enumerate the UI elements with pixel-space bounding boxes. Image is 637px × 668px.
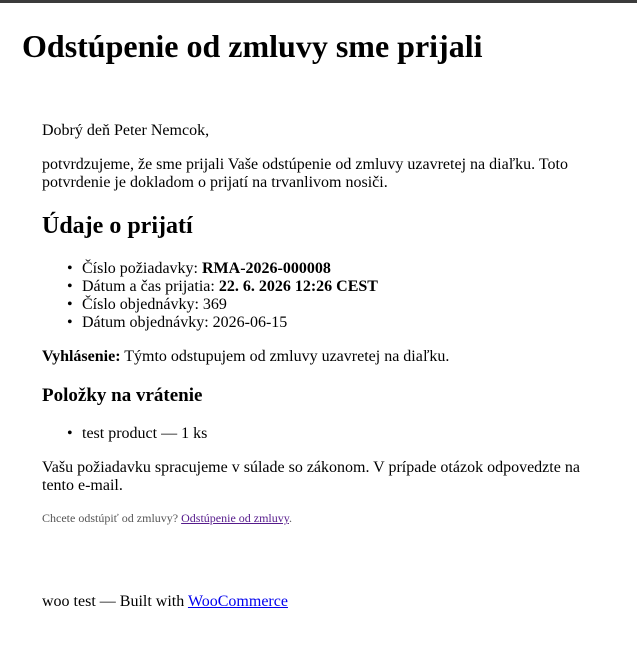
declaration	[42, 348, 449, 366]
detail-value: RMA-2026-000008	[201, 260, 331, 277]
withdrawal-link[interactable]: Odstúpenie od zmluvy	[181, 511, 289, 525]
page-title: Odstúpenie od zmluvy sme prijali	[22, 28, 483, 64]
detail-value: 2026-06-15	[212, 314, 288, 331]
withdrawal-note	[42, 511, 292, 525]
intro-text: potvrdzujeme, že sme prijali Vaše odstúpenie od zmluvy uzavretej na diaľku. Toto potvrdenie je dokladom o prijatí na trvanlivom nosiči.	[42, 156, 568, 191]
declaration-label: Vyhlásenie:	[42, 348, 121, 365]
detail-value: 369	[202, 296, 227, 313]
list-item-order-date	[42, 314, 378, 332]
footer	[42, 593, 288, 611]
list-item-received-datetime	[42, 278, 378, 296]
items-list	[42, 425, 207, 443]
detail-label: Číslo objednávky:	[82, 296, 203, 313]
details-list	[42, 260, 378, 332]
closing-text: Vašu požiadavku spracujeme v súlade so zákonom. V prípade otázok odpovedzte na tento e-mail.	[42, 459, 580, 494]
top-border	[0, 0, 637, 3]
detail-label: Číslo požiadavky:	[82, 260, 202, 277]
detail-value: 22. 6. 2026 12:26 CEST	[218, 278, 378, 295]
woocommerce-link[interactable]: WooCommerce	[187, 593, 288, 610]
details-heading: Údaje o prijatí	[42, 213, 193, 239]
note-end: .	[288, 511, 292, 525]
greeting: Dobrý deň Peter Nemcok,	[42, 122, 210, 139]
note-text: Chcete odstúpiť od zmluvy?	[42, 511, 182, 525]
items-heading: Položky na vrátenie	[42, 385, 203, 406]
declaration-text: Týmto odstupujem od zmluvy uzavretej na diaľku.	[120, 348, 450, 365]
detail-label: Dátum objednávky:	[82, 314, 213, 331]
list-item: • test product — 1 ks	[42, 425, 207, 443]
footer-text: woo test — Built with	[42, 593, 188, 610]
detail-label: Dátum a čas prijatia:	[82, 278, 219, 295]
list-item-request-number	[42, 260, 378, 278]
list-item-order-number	[42, 296, 378, 314]
